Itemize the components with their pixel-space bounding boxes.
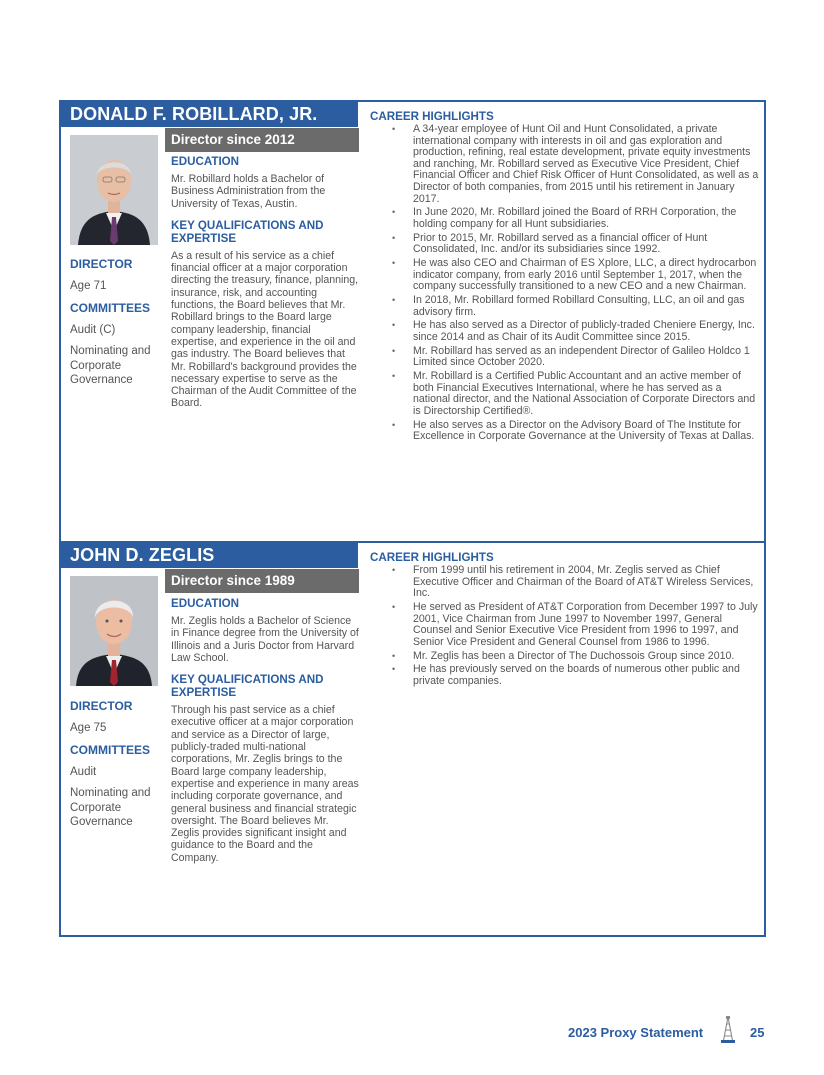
director-age: Age 75 bbox=[70, 721, 107, 734]
bullet-icon: • bbox=[392, 207, 396, 218]
footer-title: 2023 Proxy Statement bbox=[568, 1025, 704, 1040]
committees-label: COMMITTEES bbox=[70, 301, 150, 315]
career-highlights bbox=[370, 551, 761, 690]
career-item: • He was also CEO and Chairman of ES Xplore, LLC, a direct hydrocarbon indicator company, from early 2016 until September 1, 2017, when the company successfully transitioned to a new CEO and a new Chairman. bbox=[392, 257, 757, 293]
education-label: EDUCATION bbox=[171, 597, 240, 610]
career-label: CAREER HIGHLIGHTS bbox=[370, 551, 494, 564]
education-text: Mr. Robillard holds a Bachelor of Business Administration from the University of Texas, Austin. bbox=[171, 173, 326, 210]
role-label: DIRECTOR bbox=[70, 699, 133, 713]
bullet-icon: • bbox=[392, 232, 396, 243]
director-card-robillard bbox=[59, 100, 766, 544]
committee-item: Audit (C) bbox=[70, 323, 116, 336]
bullet-icon: • bbox=[392, 664, 396, 675]
page-footer bbox=[568, 1019, 768, 1045]
director-meta bbox=[70, 257, 162, 388]
bullet-icon: • bbox=[392, 345, 396, 356]
bullet-icon: • bbox=[392, 371, 396, 382]
career-item: • Mr. Robillard has served as an independent Director of Galileo Holdco 1 Limited since October 2020. bbox=[392, 344, 750, 369]
role-label: DIRECTOR bbox=[70, 257, 133, 271]
director-since-badge: Director since 2012 bbox=[165, 128, 359, 152]
qualifications-label: KEY QUALIFICATIONS AND EXPERTISE bbox=[171, 673, 324, 700]
page-number: 25 bbox=[750, 1025, 765, 1040]
bullet-icon: • bbox=[392, 601, 396, 612]
career-item: • He also serves as a Director on the Advisory Board of The Institute for Excellence in Corporate Governance at the University of Texas at Dallas. bbox=[392, 418, 755, 443]
career-item: • He served as President of AT&T Corporation from December 1997 to July 2001, Vice Chairman from June 1997 to November 1997, General Counsel and Senior Executive Vice President from 1996 to 1997, and Senior Vice President and General Counsel from 1986 to 1996. bbox=[392, 600, 758, 648]
qualifications-text: As a result of his service as a chief financial officer at a major corporation directing the treasury, finance, planning, insurance, risk, and accounting functions, the Board believes that Mr. Robillard brings to the Board large company leadership, financial expertise, and experience in the oil and gas industry. The Board believes that Mr. Robillard's background provides the necessary expertise to serve as the Chairman of the Audit Committee of the Board. bbox=[171, 249, 359, 410]
qualifications-label: KEY QUALIFICATIONS AND EXPERTISE bbox=[171, 218, 324, 245]
bullet-icon: • bbox=[392, 419, 396, 430]
career-highlights bbox=[370, 110, 761, 445]
director-portrait-icon bbox=[70, 135, 158, 245]
career-item: • He has also served as a Director of publicly-traded Cheniere Energy, Inc. since 2014 and as Chair of its Audit Committee since 2015. bbox=[392, 319, 755, 344]
career-item: • Mr. Robillard is a Certified Public Accountant and an active member of both Financial Executives International, where he has served as a national director, and the National Association of Corporate Directors and is Directorship Certified®. bbox=[392, 370, 756, 417]
bullet-icon: • bbox=[392, 650, 396, 661]
director-profile bbox=[171, 155, 359, 410]
director-since-badge: Director since 1989 bbox=[165, 569, 359, 593]
director-photo bbox=[70, 576, 158, 686]
qualifications-text: Through his past service as a chief executive officer at a major corporation and service as a Director of large, publicly-traded multi-national corporations, Mr. Zeglis brings to the Board large company leadership, expertise and experience in many areas including corporate governance, and general business and financial strategic oversight. The Board believes Mr. Zeglis provides significant insight and guidance to the Board and the Company. bbox=[171, 704, 359, 864]
career-list bbox=[370, 124, 761, 443]
bullet-icon: • bbox=[392, 124, 396, 134]
committees-label: COMMITTEES bbox=[70, 743, 150, 757]
bullet-icon: • bbox=[392, 258, 396, 269]
director-profile bbox=[171, 597, 359, 864]
bullet-icon: • bbox=[392, 565, 396, 575]
committee-item: Audit bbox=[70, 765, 97, 778]
director-name: JOHN D. ZEGLIS bbox=[61, 543, 358, 568]
education-label: EDUCATION bbox=[171, 155, 240, 168]
committee-item: Nominating and Corporate Governance bbox=[70, 345, 151, 386]
career-item: • He has previously served on the boards of numerous other public and private companies. bbox=[392, 663, 740, 687]
director-portrait-icon bbox=[70, 576, 158, 686]
director-photo bbox=[70, 135, 158, 245]
committee-item: Nominating and Corporate Governance bbox=[70, 787, 151, 828]
career-item: • Prior to 2015, Mr. Robillard served as a financial officer of Hunt Consolidated, Inc. and/or its subsidiaries since 1992. bbox=[392, 231, 708, 256]
career-item: • In 2018, Mr. Robillard formed Robillard Consulting, LLC, an oil and gas advisory firm. bbox=[392, 294, 745, 318]
bullet-icon: • bbox=[392, 295, 396, 306]
bullet-icon: • bbox=[392, 320, 396, 331]
director-age: Age 71 bbox=[70, 279, 107, 292]
director-meta bbox=[70, 699, 162, 830]
career-item: • Mr. Zeglis has been a Director of The Duchossois Group since 2010. bbox=[392, 649, 735, 662]
derrick-logo-icon bbox=[719, 1016, 737, 1044]
career-item: • From 1999 until his retirement in 2004, Mr. Zeglis served as Chief Executive Officer and Chairman of the Board of AT&T Wireless Services, Inc. bbox=[392, 564, 754, 600]
education-text: Mr. Zeglis holds a Bachelor of Science in Finance degree from the University of Illinois and a Juris Doctor from Harvard Law School. bbox=[171, 615, 359, 664]
career-label: CAREER HIGHLIGHTS bbox=[370, 110, 494, 123]
career-item: • A 34-year employee of Hunt Oil and Hunt Consolidated, a private international company with interests in oil and gas exploration and production, refining, real estate development, private equity investments and ranching, Mr. Robillard served as Executive Vice President, Chief Financial Officer and Chief Risk Officer of Hunt Consolidated, as well as a Director of both companies, from 2015 until his retirement in January 2017. bbox=[392, 123, 759, 205]
director-name: DONALD F. ROBILLARD, JR. bbox=[61, 102, 358, 127]
career-item: • In June 2020, Mr. Robillard joined the Board of RRH Corporation, the holding company for all Hunt subsidiaries. bbox=[392, 206, 737, 230]
career-list bbox=[370, 565, 761, 688]
director-card-zeglis bbox=[59, 541, 766, 937]
